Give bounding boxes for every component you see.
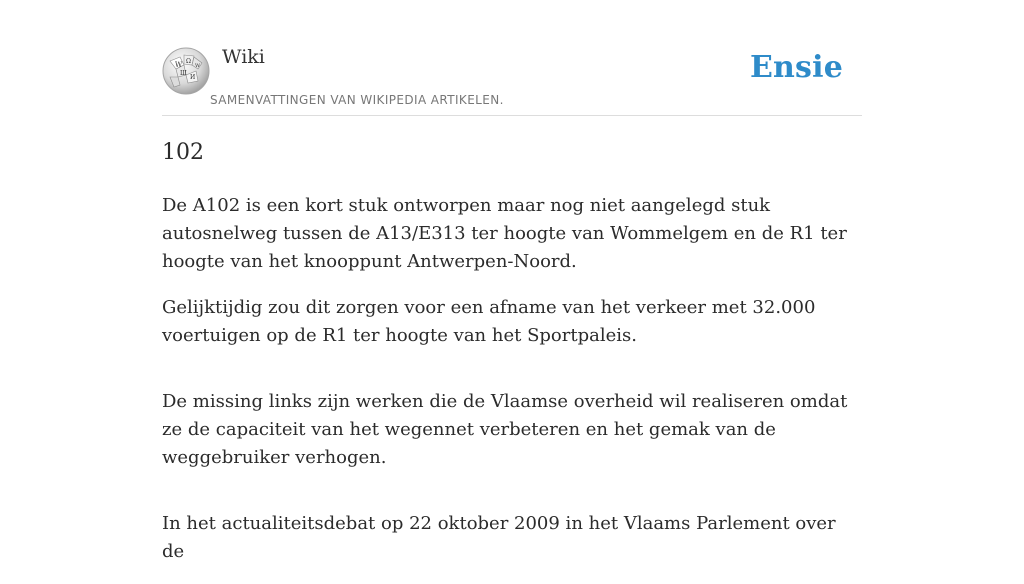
- article-body: [162, 192, 862, 584]
- site-tagline: SAMENVATTINGEN VAN WIKIPEDIA ARTIKELEN.: [210, 93, 504, 107]
- article-paragraph: In het actualiteitsdebat op 22 oktober 2009 in het Vlaams Parlement over de: [162, 513, 836, 562]
- article-paragraph: De missing links zijn werken die de Vlaamse overheid wil realiseren omdat ze de capaciteit van het wegennet verbeteren en het gemak van de weggebruiker verhogen.: [162, 391, 848, 468]
- svg-text:W: W: [195, 63, 201, 69]
- wikipedia-globe-icon[interactable]: [162, 47, 210, 95]
- article-paragraph: De A102 is een kort stuk ontworpen maar nog niet aangelegd stuk autosnelweg tussen de A13/E313 ter hoogte van Wommelgem en de R1 ter hoogte van het knooppunt Antwerpen-Noord.: [162, 195, 847, 272]
- page-title: 102: [162, 140, 204, 165]
- page-container: [162, 0, 862, 562]
- svg-text:W: W: [175, 61, 183, 69]
- site-name-link[interactable]: Wiki: [222, 46, 265, 68]
- svg-text:Ω: Ω: [186, 58, 191, 65]
- article-paragraph: Gelijktijdig zou dit zorgen voor een afname van het verkeer met 32.000 voertuigen op de R1 ter hoogte van het Sportpaleis.: [162, 297, 816, 346]
- svg-text:И: И: [190, 74, 196, 81]
- site-header: [162, 0, 862, 116]
- svg-text:Ш: Ш: [180, 70, 187, 77]
- ensie-brand-link[interactable]: Ensie: [749, 50, 843, 85]
